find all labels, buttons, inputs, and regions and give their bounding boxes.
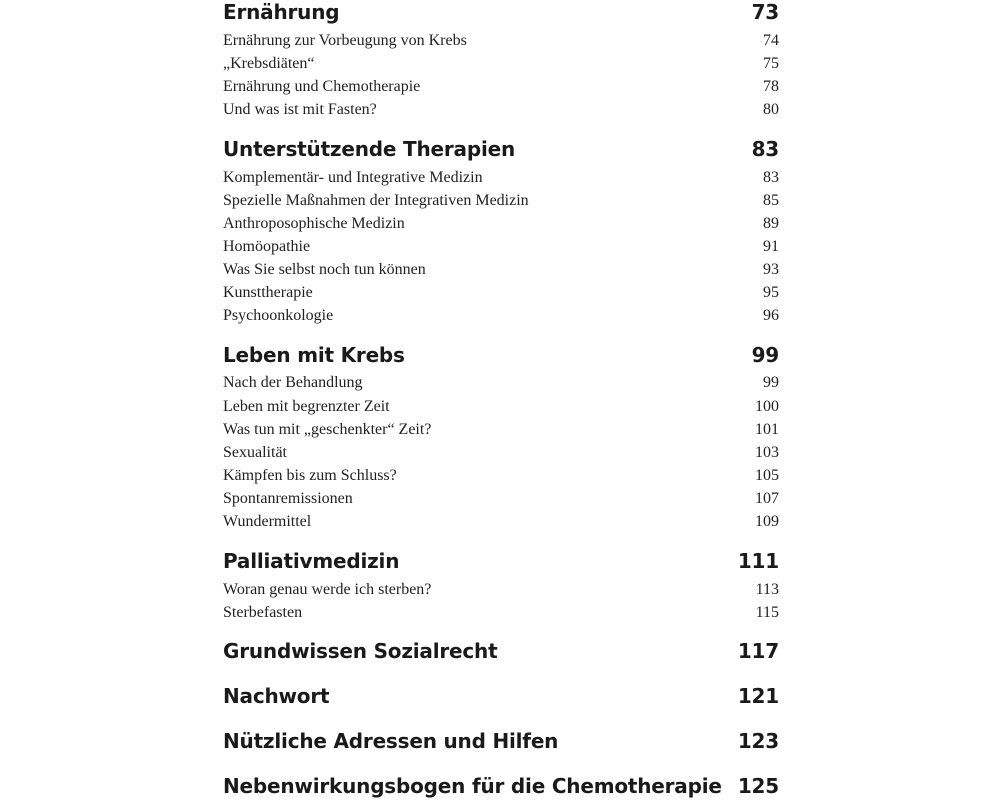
subentry-page-number: 96 [763, 307, 779, 324]
subentry-title: Ernährung zur Vorbeugung von Krebs [223, 32, 467, 49]
subentry-page-number: 78 [763, 78, 779, 95]
subentry-title: Komplementär- und Integrative Medizin [223, 169, 483, 186]
subentry-title: Kunsttherapie [223, 284, 313, 301]
toc-subentry[interactable] [223, 467, 779, 485]
toc-chapter-entry[interactable] [223, 137, 779, 161]
toc-subentry[interactable] [223, 192, 779, 210]
toc-subentry[interactable] [223, 101, 779, 119]
toc-subentry[interactable] [223, 284, 779, 302]
toc-subentry[interactable] [223, 238, 779, 256]
toc-subentry[interactable] [223, 604, 779, 622]
subentry-title: Sterbefasten [223, 604, 303, 621]
subentry-title: Sexualität [223, 444, 287, 461]
chapter-page-number: 123 [737, 729, 779, 753]
toc-subentry[interactable] [223, 32, 779, 50]
toc-subentry[interactable] [223, 215, 779, 233]
subentry-page-number: 107 [755, 490, 779, 507]
chapter-title: Palliativmedizin [223, 549, 400, 573]
chapter-page-number: 125 [737, 774, 779, 798]
toc-subentry[interactable] [223, 490, 779, 508]
toc-subentry[interactable] [223, 513, 779, 531]
chapter-page-number: 121 [737, 684, 779, 708]
subentry-title: Wundermittel [223, 513, 312, 530]
subentry-page-number: 105 [755, 467, 779, 484]
subentry-page-number: 101 [755, 421, 779, 438]
toc-chapter-entry[interactable] [223, 343, 779, 367]
toc-chapter-entry[interactable] [223, 0, 779, 24]
subentry-page-number: 89 [763, 215, 779, 232]
toc-chapter-entry[interactable] [223, 774, 779, 798]
subentry-title: Spontanremissionen [223, 490, 353, 507]
subentry-title: Und was ist mit Fasten? [223, 101, 377, 118]
subentry-page-number: 109 [755, 513, 779, 530]
chapter-title: Leben mit Krebs [223, 343, 405, 367]
subentry-title: Was Sie selbst noch tun können [223, 261, 426, 278]
chapter-title: Ernährung [223, 0, 340, 24]
chapter-page-number: 99 [751, 343, 779, 367]
subentry-title: Was tun mit „geschenkter“ Zeit? [223, 421, 432, 438]
subentry-title: Homöopathie [223, 238, 311, 255]
subentry-page-number: 115 [755, 604, 779, 621]
toc-subentry[interactable] [223, 444, 779, 462]
subentry-title: Anthroposophische Medizin [223, 215, 405, 232]
toc-chapter-entry[interactable] [223, 684, 779, 708]
toc-chapter-entry[interactable] [223, 729, 779, 753]
subentry-page-number: 83 [763, 169, 779, 186]
toc-subentry[interactable] [223, 421, 779, 439]
toc-subentry[interactable] [223, 169, 779, 187]
subentry-page-number: 75 [763, 55, 779, 72]
subentry-title: Psychoonkologie [223, 307, 334, 324]
subentry-page-number: 80 [763, 101, 779, 118]
chapter-title: Nützliche Adressen und Hilfen [223, 729, 559, 753]
subentry-title: Leben mit begrenzter Zeit [223, 398, 390, 415]
subentry-page-number: 95 [763, 284, 779, 301]
subentry-page-number: 113 [755, 581, 779, 598]
subentry-page-number: 91 [763, 238, 779, 255]
toc-subentry[interactable] [223, 581, 779, 599]
toc-subentry[interactable] [223, 78, 779, 96]
toc-subentry[interactable] [223, 398, 779, 416]
toc-chapter-entry[interactable] [223, 549, 779, 573]
subentry-title: Ernährung und Chemotherapie [223, 78, 421, 95]
chapter-page-number: 83 [751, 137, 779, 161]
chapter-title: Nebenwirkungsbogen für die Chemotherapie [223, 774, 722, 798]
subentry-title: Kämpfen bis zum Schluss? [223, 467, 397, 484]
toc-subentry[interactable] [223, 261, 779, 279]
subentry-page-number: 99 [763, 374, 779, 391]
chapter-page-number: 73 [751, 0, 779, 24]
chapter-title: Nachwort [223, 684, 330, 708]
subentry-title: Spezielle Maßnahmen der Integrativen Medizin [223, 192, 529, 209]
subentry-title: Nach der Behandlung [223, 374, 363, 391]
toc-subentry[interactable] [223, 55, 779, 73]
subentry-page-number: 100 [755, 398, 779, 415]
subentry-page-number: 74 [763, 32, 779, 49]
subentry-title: „Krebsdiäten“ [223, 55, 315, 72]
toc-chapter-entry[interactable] [223, 639, 779, 663]
subentry-page-number: 103 [755, 444, 779, 461]
subentry-page-number: 85 [763, 192, 779, 209]
subentry-title: Woran genau werde ich sterben? [223, 581, 432, 598]
chapter-title: Grundwissen Sozialrecht [223, 639, 498, 663]
toc-subentry[interactable] [223, 374, 779, 392]
chapter-title: Unterstützende Therapien [223, 137, 515, 161]
chapter-page-number: 117 [737, 639, 779, 663]
chapter-page-number: 111 [737, 549, 779, 573]
subentry-page-number: 93 [763, 261, 779, 278]
toc-subentry[interactable] [223, 307, 779, 325]
